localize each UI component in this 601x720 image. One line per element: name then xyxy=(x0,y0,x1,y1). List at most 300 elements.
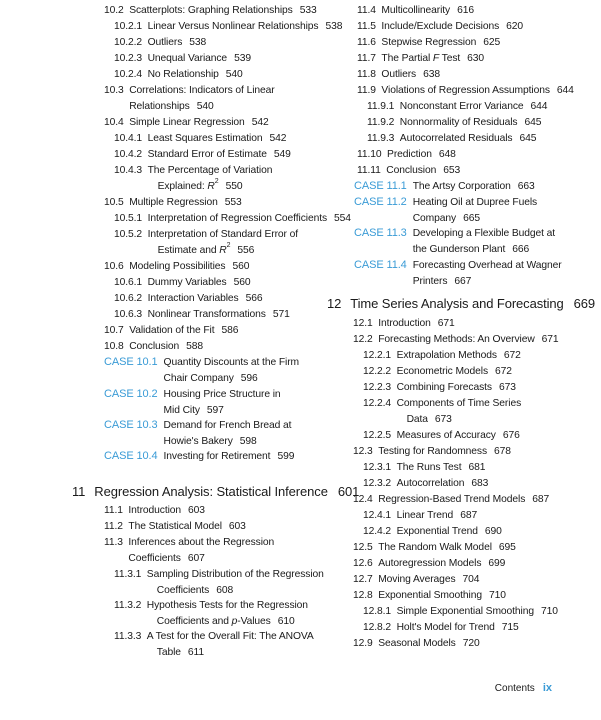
toc-section-number: 10.2.1 xyxy=(114,21,143,32)
toc-section-entry[interactable] xyxy=(363,428,520,444)
toc-section-entry[interactable] xyxy=(353,332,559,348)
toc-entry-title xyxy=(164,387,281,418)
toc-entry-title-line: Linear Trend 687 xyxy=(396,510,478,521)
toc-entry-title xyxy=(148,147,291,163)
toc-entry-title xyxy=(164,355,300,386)
toc-section-entry[interactable] xyxy=(353,572,479,588)
toc-section-number: 10.6 xyxy=(104,261,124,272)
toc-entry-title xyxy=(381,67,440,83)
toc-page-number: 556 xyxy=(237,244,255,256)
toc-entry-title-line: Unequal Variance 539 xyxy=(147,53,251,64)
toc-section-entry[interactable] xyxy=(357,163,460,179)
toc-case-entry[interactable] xyxy=(104,387,281,418)
toc-entry-title xyxy=(381,51,484,67)
toc-case-label: CASE 11.3 xyxy=(354,227,407,239)
toc-case-entry[interactable] xyxy=(354,258,562,289)
toc-section-entry[interactable] xyxy=(363,460,485,476)
toc-entry-title-line: The Percentage of Variation xyxy=(147,165,273,176)
toc-entry-title xyxy=(129,83,274,114)
toc-page-number: 648 xyxy=(438,149,456,160)
toc-page-number: 608 xyxy=(216,584,234,596)
toc-page-number: 715 xyxy=(501,622,519,633)
toc-section-entry[interactable] xyxy=(114,35,206,51)
toc-entry-title-line: No Relationship 540 xyxy=(147,69,243,80)
toc-section-entry[interactable] xyxy=(357,147,456,163)
toc-section-entry[interactable] xyxy=(357,35,500,51)
toc-entry-title xyxy=(148,19,343,35)
toc-section-number: 12.2.3 xyxy=(363,382,392,393)
toc-entry-title-line: Printers 667 xyxy=(412,275,472,287)
toc-entry-title-line: Multiple Regression 553 xyxy=(129,197,242,208)
toc-entry-title-line: Scatterplots: Graphing Relationships 533 xyxy=(129,5,317,16)
toc-section-number: 11.9.1 xyxy=(367,101,395,112)
toc-page-number: 678 xyxy=(494,446,511,457)
toc-entry-title xyxy=(397,460,486,476)
toc-entry-title xyxy=(378,556,505,572)
page-footer xyxy=(495,682,552,694)
toc-section-entry[interactable] xyxy=(357,51,484,67)
toc-entry-title-line: Nonconstant Error Variance 644 xyxy=(399,101,548,112)
toc-section-number: 12.4 xyxy=(353,494,373,505)
toc-entry-title-line: Company 665 xyxy=(412,212,480,224)
toc-entry-title xyxy=(148,163,273,194)
toc-entry-title-line: Correlations: Indicators of Linear xyxy=(129,85,275,96)
toc-section-number: 10.2 xyxy=(104,5,124,16)
toc-page-number: 588 xyxy=(186,341,204,352)
toc-entry-title-line: The Runs Test 681 xyxy=(396,462,486,473)
toc-entry-title xyxy=(397,476,489,492)
toc-entry-title xyxy=(378,444,511,460)
toc-section-entry[interactable] xyxy=(114,567,324,598)
toc-page-number: 540 xyxy=(196,100,214,112)
toc-page-number: 653 xyxy=(443,165,461,176)
toc-page-number: 695 xyxy=(498,542,516,553)
toc-entry-title-line: Chair Company 596 xyxy=(163,372,258,384)
toc-entry-title-line: The Artsy Corporation 663 xyxy=(412,181,535,192)
toc-entry-title xyxy=(397,428,520,444)
toc-section-entry[interactable] xyxy=(367,131,536,147)
toc-section-entry[interactable] xyxy=(353,588,506,604)
toc-section-entry[interactable] xyxy=(363,380,516,396)
toc-entry-title-line: Developing a Flexible Budget at xyxy=(412,228,556,239)
toc-entry-title-line: Simple Exponential Smoothing 710 xyxy=(396,606,558,617)
toc-section-entry[interactable] xyxy=(363,476,488,492)
toc-section-entry[interactable] xyxy=(114,629,314,660)
toc-entry-title-line: Outliers 538 xyxy=(147,37,207,48)
toc-section-entry[interactable] xyxy=(357,83,574,99)
toc-entry-title-line: Explained: $R^2$ 550 xyxy=(157,177,243,192)
toc-section-number: 11.9 xyxy=(357,85,376,96)
toc-page-number: 681 xyxy=(468,462,486,473)
toc-section-number: 12.3 xyxy=(353,446,373,457)
toc-page-number: 645 xyxy=(519,133,537,144)
toc-section-number: 11.9.3 xyxy=(367,133,395,144)
footer-page-number: ix xyxy=(542,682,552,694)
toc-section-entry[interactable] xyxy=(353,636,480,652)
toc-section-number: 11.11 xyxy=(357,165,381,176)
toc-section-number: 11.6 xyxy=(357,37,376,48)
toc-section-number: 11.5 xyxy=(357,21,376,32)
toc-case-entry[interactable] xyxy=(104,355,299,386)
toc-section-entry[interactable] xyxy=(104,323,238,339)
toc-section-number: 12.8.2 xyxy=(363,622,392,633)
toc-entry-title xyxy=(148,227,298,258)
toc-entry-title xyxy=(128,535,274,566)
toc-page-number: 533 xyxy=(299,5,317,16)
toc-section-entry[interactable] xyxy=(104,115,269,131)
toc-entry-title-line: Linear Versus Nonlinear Relationships 538 xyxy=(147,21,343,32)
toc-entry-title-line: Coefficients 608 xyxy=(156,584,234,596)
toc-section-entry[interactable] xyxy=(104,339,203,355)
toc-case-label: CASE 10.3 xyxy=(104,419,158,431)
toc-page-number: 699 xyxy=(488,558,506,569)
toc-entry-title xyxy=(378,540,516,556)
toc-entry-title xyxy=(400,115,542,131)
toc-entry-title xyxy=(148,275,251,291)
toc-entry-title-line: Exponential Smoothing 710 xyxy=(378,590,506,601)
toc-section-entry[interactable] xyxy=(114,291,262,307)
toc-entry-title xyxy=(413,179,535,195)
toc-section-number: 10.5.1 xyxy=(114,213,143,224)
toc-page-number: 596 xyxy=(240,372,258,384)
toc-page-number: 560 xyxy=(233,277,251,288)
toc-page-number: 710 xyxy=(489,590,506,601)
toc-entry-title xyxy=(413,258,562,289)
toc-page-number: 586 xyxy=(221,325,239,336)
toc-case-entry[interactable] xyxy=(354,195,537,226)
toc-page-number: 538 xyxy=(325,21,343,32)
toc-section-entry[interactable] xyxy=(367,115,541,131)
toc-entry-title-line: Time Series Analysis and Forecasting 669 xyxy=(350,296,596,311)
toc-entry-title-line: Moving Averages 704 xyxy=(378,574,480,585)
toc-entry-title xyxy=(397,604,558,620)
toc-case-entry[interactable] xyxy=(104,449,294,465)
toc-section-number: 12.8.1 xyxy=(363,606,392,617)
toc-entry-title-line: Prediction 648 xyxy=(387,149,456,160)
toc-entry-title-line: Autoregression Models 699 xyxy=(378,558,506,569)
toc-entry-title-line: Interpretation of Regression Coefficients 554 xyxy=(147,213,351,224)
toc-entry-title xyxy=(94,484,359,500)
toc-page-number: 644 xyxy=(556,85,574,96)
toc-entry-title-line: Table 611 xyxy=(156,646,205,658)
toc-section-number: 12.7 xyxy=(353,574,373,585)
toc-page-number: 672 xyxy=(503,350,521,361)
toc-entry-title-line: Investing for Retirement 599 xyxy=(163,451,295,462)
toc-entry-title xyxy=(164,449,295,465)
toc-page-number: 687 xyxy=(532,494,550,505)
toc-section-entry[interactable] xyxy=(363,364,512,380)
toc-section-entry[interactable] xyxy=(114,211,351,227)
toc-entry-title xyxy=(400,131,537,147)
toc-section-entry[interactable] xyxy=(104,3,317,19)
toc-section-number: 10.6.2 xyxy=(114,293,143,304)
toc-entry-title xyxy=(397,508,478,524)
toc-entry-title xyxy=(147,567,324,598)
toc-entry-title-line: Regression-Based Trend Models 687 xyxy=(378,494,550,505)
toc-section-number: 10.2.4 xyxy=(114,69,143,80)
toc-entry-title xyxy=(378,636,479,652)
toc-entry-title xyxy=(129,259,249,275)
toc-section-entry[interactable] xyxy=(104,259,249,275)
toc-case-entry[interactable] xyxy=(104,418,291,449)
toc-entry-title xyxy=(148,211,351,227)
toc-section-entry[interactable] xyxy=(363,524,502,540)
toc-entry-title xyxy=(148,35,207,51)
toc-section-entry[interactable] xyxy=(114,307,290,323)
toc-section-number: 10.6.3 xyxy=(114,309,143,320)
toc-section-number: 12.2.5 xyxy=(363,430,392,441)
toc-section-number: 12.3.1 xyxy=(363,462,392,473)
toc-entry-title-line: Relationships 540 xyxy=(129,100,214,112)
toc-section-number: 12.9 xyxy=(353,638,373,649)
toc-page-number: 625 xyxy=(483,37,501,48)
toc-section-entry[interactable] xyxy=(114,51,251,67)
toc-section-number: 12 xyxy=(327,296,342,311)
toc-entry-title-line: Outliers 638 xyxy=(381,69,440,80)
toc-entry-title xyxy=(381,83,573,99)
toc-section-number: 11.9.2 xyxy=(367,117,395,128)
toc-section-entry[interactable] xyxy=(357,67,440,83)
toc-page-number: 542 xyxy=(269,133,287,144)
toc-section-entry[interactable] xyxy=(353,540,516,556)
toc-section-entry[interactable] xyxy=(353,316,455,332)
toc-entry-title-line: Exponential Trend 690 xyxy=(396,526,502,537)
toc-entry-title xyxy=(147,598,308,629)
toc-entry-title-line: Violations of Regression Assumptions 644 xyxy=(381,85,574,96)
toc-section-entry[interactable] xyxy=(363,348,521,364)
toc-page-number: 669 xyxy=(573,296,596,311)
toc-section-number: 11.3.1 xyxy=(114,569,142,580)
toc-section-number: 12.5 xyxy=(353,542,373,553)
toc-entry-title-line: Measures of Accuracy 676 xyxy=(396,430,520,441)
toc-entry-title-line: Inferences about the Regression xyxy=(128,537,275,548)
toc-entry-title xyxy=(350,296,595,312)
toc-entry-title-line: Seasonal Models 720 xyxy=(378,638,480,649)
toc-entry-title xyxy=(129,339,203,355)
toc-page-number: 598 xyxy=(239,435,257,447)
toc-page-number: 607 xyxy=(187,552,205,564)
toc-section-number: 11.4 xyxy=(357,5,376,16)
toc-section-entry[interactable] xyxy=(114,275,250,291)
toc-entry-title xyxy=(128,519,245,535)
toc-page-number: 671 xyxy=(437,318,455,329)
toc-section-number: 11.3.2 xyxy=(114,600,142,611)
toc-section-entry[interactable] xyxy=(114,598,308,629)
toc-entry-title-line: Validation of the Fit 586 xyxy=(129,325,239,336)
toc-section-entry[interactable] xyxy=(353,556,505,572)
toc-section-entry[interactable] xyxy=(104,195,242,211)
toc-entry-title xyxy=(397,348,521,364)
toc-entry-title xyxy=(129,195,241,211)
toc-section-number: 10.4.1 xyxy=(114,133,143,144)
toc-entry-title xyxy=(413,195,537,226)
toc-entry-title-line: Nonlinear Transformations 571 xyxy=(147,309,290,320)
toc-entry-title-line: Holt's Model for Trend 715 xyxy=(396,622,519,633)
toc-entry-title-line: Quantity Discounts at the Firm xyxy=(163,357,300,368)
toc-page-number: 540 xyxy=(225,69,243,80)
toc-page-number: 671 xyxy=(541,334,559,345)
toc-case-label: CASE 11.2 xyxy=(354,196,407,208)
toc-section-number: 12.1 xyxy=(353,318,373,329)
toc-entry-title-line: Stepwise Regression 625 xyxy=(381,37,501,48)
toc-page-number: 644 xyxy=(530,101,548,112)
toc-entry-title-line: Econometric Models 672 xyxy=(396,366,512,377)
toc-section-entry[interactable] xyxy=(363,396,521,427)
toc-section-number: 11.3.3 xyxy=(114,631,142,642)
toc-entry-title xyxy=(129,3,316,19)
toc-entry-title-line: Coefficients 607 xyxy=(128,552,205,564)
toc-entry-title xyxy=(378,316,455,332)
toc-entry-title xyxy=(148,67,243,83)
toc-section-entry[interactable] xyxy=(114,163,272,194)
toc-entry-title-line: Include/Exclude Decisions 620 xyxy=(381,21,524,32)
toc-entry-title-line: Testing for Randomness 678 xyxy=(378,446,511,457)
toc-entry-title-line: Interpretation of Standard Error of xyxy=(147,229,299,240)
toc-page-number: 667 xyxy=(454,275,472,287)
toc-entry-title xyxy=(378,492,549,508)
toc-section-number: 12.3.2 xyxy=(363,478,392,489)
footer-label: Contents xyxy=(494,683,535,694)
toc-entry-title-line: Introduction 603 xyxy=(128,505,205,516)
toc-page-number: 683 xyxy=(471,478,489,489)
toc-case-entry[interactable] xyxy=(354,226,555,257)
toc-entry-title-line: Estimate and $R^2$ 556 xyxy=(157,241,255,256)
toc-section-number: 10.3 xyxy=(104,85,124,96)
toc-section-number: 11.10 xyxy=(357,149,382,160)
toc-entry-title xyxy=(386,163,460,179)
toc-section-entry[interactable] xyxy=(353,444,511,460)
toc-section-number: 10.4 xyxy=(104,117,124,128)
toc-entry-title-line: Extrapolation Methods 672 xyxy=(396,350,521,361)
toc-page-number: 704 xyxy=(462,574,480,585)
toc-page-number: 673 xyxy=(498,382,516,393)
toc-section-number: 12.2 xyxy=(353,334,373,345)
toc-page-number: 599 xyxy=(277,451,295,462)
toc-section-entry[interactable] xyxy=(114,147,291,163)
toc-entry-title xyxy=(378,588,506,604)
toc-section-entry[interactable] xyxy=(357,3,474,19)
toc-entry-title-line: Modeling Possibilities 560 xyxy=(129,261,250,272)
toc-chapter-entry[interactable] xyxy=(327,296,595,312)
toc-page-number: 665 xyxy=(463,212,480,224)
toc-entry-title xyxy=(397,380,516,396)
toc-entry-title-line: The Statistical Model 603 xyxy=(128,521,246,532)
toc-entry-title xyxy=(397,364,512,380)
toc-case-label: CASE 10.2 xyxy=(104,388,158,400)
toc-section-entry[interactable] xyxy=(114,227,298,258)
toc-entry-title xyxy=(381,35,500,51)
toc-case-entry[interactable] xyxy=(354,179,535,195)
toc-entry-title-line: Conclusion 653 xyxy=(386,165,461,176)
toc-page-number: 687 xyxy=(460,510,478,521)
toc-page-number: 610 xyxy=(277,615,295,627)
toc-entry-title-line: Components of Time Series xyxy=(396,398,522,409)
toc-section-entry[interactable] xyxy=(367,99,547,115)
toc-section-entry[interactable] xyxy=(104,519,246,535)
toc-entry-title-line: Nonnormality of Residuals 645 xyxy=(399,117,542,128)
toc-section-number: 12.2.1 xyxy=(363,350,392,361)
toc-section-number: 12.4.2 xyxy=(363,526,392,537)
toc-entry-title xyxy=(129,323,238,339)
toc-page-number: 549 xyxy=(273,149,291,160)
toc-page-number: 554 xyxy=(334,213,351,224)
toc-entry-title-line: Housing Price Structure in xyxy=(163,389,281,400)
toc-entry-title-line: Demand for French Bread at xyxy=(163,420,292,431)
toc-section-entry[interactable] xyxy=(114,131,286,147)
toc-page-number: 611 xyxy=(187,646,205,658)
toc-page-number: 672 xyxy=(495,366,512,377)
toc-entry-title-line: Least Squares Estimation 542 xyxy=(147,133,287,144)
toc-section-entry[interactable] xyxy=(363,604,558,620)
toc-section-entry[interactable] xyxy=(104,503,205,519)
toc-section-number: 10.2.3 xyxy=(114,53,143,64)
toc-section-entry[interactable] xyxy=(114,67,243,83)
toc-section-entry[interactable] xyxy=(104,535,274,566)
toc-section-number: 11.3 xyxy=(104,537,123,548)
toc-section-number: 12.8 xyxy=(353,590,373,601)
toc-section-number: 10.5 xyxy=(104,197,124,208)
toc-section-entry[interactable] xyxy=(114,19,342,35)
toc-section-number: 11.1 xyxy=(104,505,123,516)
toc-entry-title xyxy=(413,226,555,257)
toc-section-number: 11.8 xyxy=(357,69,376,80)
toc-entry-title-line: Howie's Bakery 598 xyxy=(163,435,257,447)
toc-entry-title-line: Hypothesis Tests for the Regression xyxy=(146,600,308,611)
toc-page-number: 710 xyxy=(541,606,558,617)
toc-section-number: 10.4.3 xyxy=(114,165,143,176)
toc-entry-title xyxy=(397,524,502,540)
toc-entry-title xyxy=(397,396,522,427)
toc-entry-title-line: Sampling Distribution of the Regression xyxy=(146,569,324,580)
toc-entry-title xyxy=(164,418,292,449)
toc-section-number: 12.2.4 xyxy=(363,398,392,409)
toc-entry-title-line: Heating Oil at Dupree Fuels xyxy=(412,197,538,208)
toc-chapter-entry[interactable] xyxy=(72,484,359,500)
toc-page-number: 630 xyxy=(467,53,485,64)
toc-page-number: 539 xyxy=(234,53,251,64)
toc-section-entry[interactable] xyxy=(353,492,549,508)
toc-entry-title xyxy=(148,51,251,67)
toc-case-label: CASE 11.4 xyxy=(354,259,407,271)
toc-entry-title xyxy=(148,131,287,147)
toc-page-number: 542 xyxy=(251,117,269,128)
toc-entry-title-line: Regression Analysis: Statistical Inference 601 xyxy=(94,484,360,499)
toc-entry-title-line: Conclusion 588 xyxy=(129,341,204,352)
toc-page-number: 603 xyxy=(228,521,246,532)
toc-section-number: 10.6.1 xyxy=(114,277,143,288)
toc-section-entry[interactable] xyxy=(104,83,275,114)
toc-page-number: 553 xyxy=(224,197,242,208)
toc-page-number: 603 xyxy=(188,505,205,516)
toc-page-number: 720 xyxy=(462,638,480,649)
toc-section-number: 12.2.2 xyxy=(363,366,392,377)
toc-page-number: 560 xyxy=(232,261,250,272)
toc-section-entry[interactable] xyxy=(363,620,519,636)
toc-entry-title-line: Mid City 597 xyxy=(163,404,224,416)
toc-page-number: 601 xyxy=(337,484,360,499)
toc-entry-title-line: Introduction 671 xyxy=(378,318,455,329)
toc-page-number: 638 xyxy=(423,69,440,80)
toc-section-entry[interactable] xyxy=(357,19,523,35)
toc-entry-title xyxy=(378,572,479,588)
toc-section-entry[interactable] xyxy=(363,508,477,524)
toc-entry-title-line: Autocorrelated Residuals 645 xyxy=(399,133,537,144)
toc-case-label: CASE 10.1 xyxy=(104,356,158,368)
toc-entry-title xyxy=(387,147,456,163)
toc-section-number: 11 xyxy=(72,484,86,499)
toc-entry-title-line: Simple Linear Regression 542 xyxy=(129,117,269,128)
toc-entry-title-line: Combining Forecasts 673 xyxy=(396,382,516,393)
